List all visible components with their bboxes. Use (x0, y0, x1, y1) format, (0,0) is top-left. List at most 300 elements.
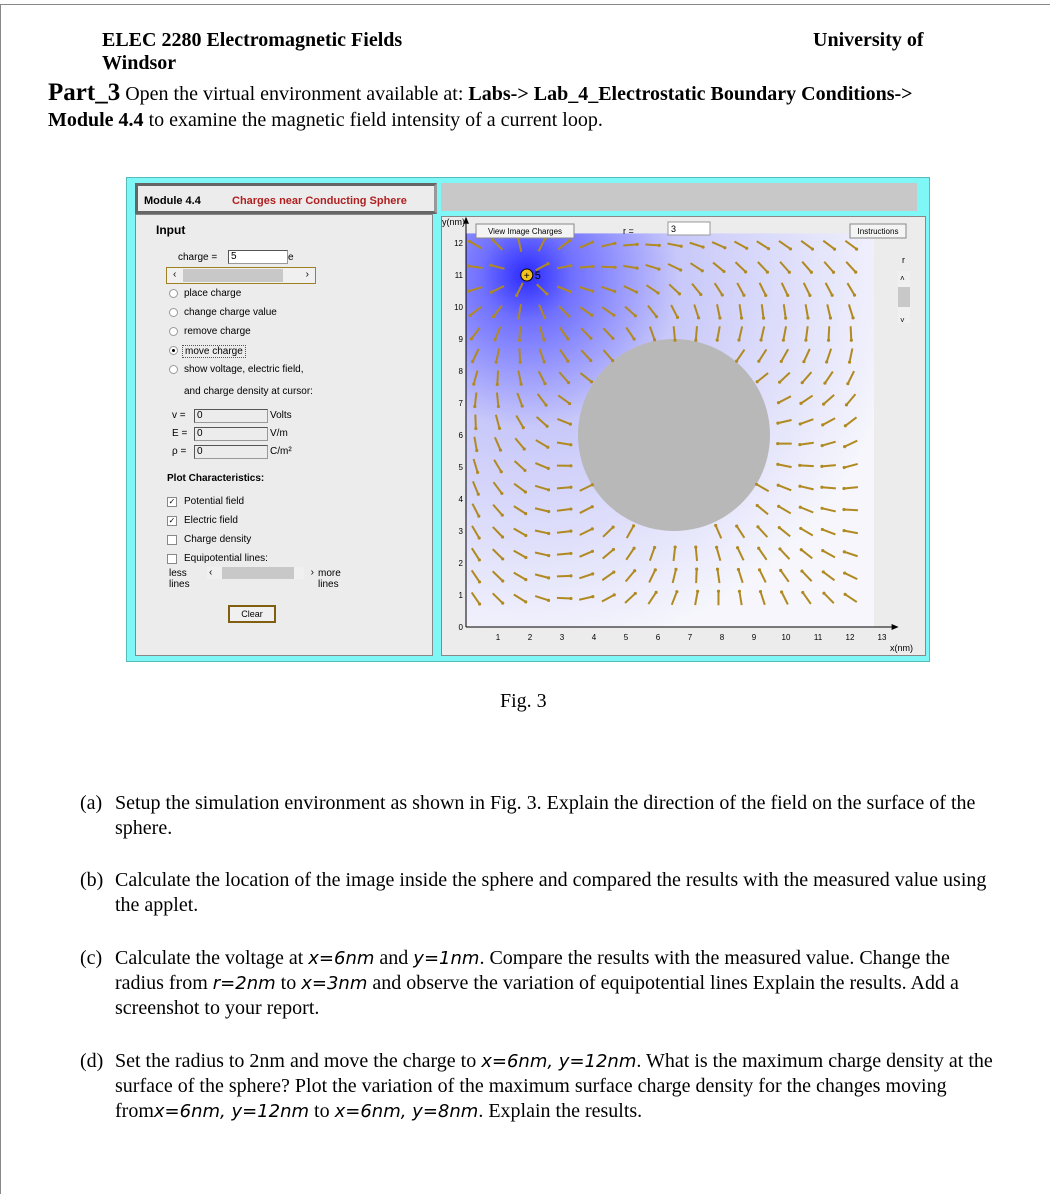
mode-continued: and charge density at cursor: (184, 386, 313, 397)
question-text: Setup the simulation environment as shown in Fig. 3. Explain the direction of the field on the surface of the sphere. (115, 792, 976, 839)
x-tick-label: 8 (719, 633, 725, 642)
field-arrow-head (696, 590, 699, 593)
page-border-left (0, 4, 1, 1194)
field-arrow-head (776, 422, 779, 425)
scroll-down-icon[interactable]: ˅ (900, 316, 905, 325)
field-arrow-head (821, 423, 824, 426)
field-arrow-head (490, 291, 493, 294)
radio-button[interactable] (169, 327, 178, 336)
field-arrow (829, 326, 830, 340)
field-arrow-head (776, 442, 779, 445)
field-arrow (822, 465, 836, 466)
checkbox[interactable]: ✓ (168, 516, 176, 525)
x-tick-label: 11 (813, 633, 823, 642)
more-lines-label: more lines (318, 568, 341, 590)
y-tick-label: 1 (458, 591, 463, 600)
field-arrow (557, 598, 571, 599)
readout-label: v = (172, 410, 186, 421)
field-arrow-head (569, 507, 572, 510)
field-arrow-head (679, 268, 682, 271)
field-arrow-head (716, 339, 719, 342)
field-arrow-head (566, 360, 569, 363)
question-a (80, 791, 1000, 841)
field-arrow-head (786, 294, 789, 297)
question-c (80, 946, 1000, 1021)
plus-icon: + (523, 271, 530, 282)
field-arrow-head (823, 382, 826, 385)
mode-option-label[interactable]: move charge (182, 345, 246, 358)
field-arrow-head (740, 316, 743, 319)
field-arrow-head (776, 463, 779, 466)
y-axis-label: y(nm) (442, 217, 465, 227)
charge-label: charge = (178, 252, 218, 263)
field-arrow-head (524, 534, 527, 537)
field-arrow-head (591, 572, 594, 575)
field-arrow-head (497, 405, 500, 408)
field-arrow-head (517, 316, 520, 319)
field-arrow-head (547, 599, 550, 602)
y-tick-label: 7 (458, 399, 463, 408)
field-arrow-head (843, 550, 846, 553)
field-arrow-head (654, 568, 657, 571)
field-arrow-head (493, 338, 496, 341)
view-image-charges-label[interactable]: View Image Charges (487, 227, 563, 236)
field-arrow-head (500, 470, 503, 473)
field-arrow-head (472, 383, 475, 386)
field-arrow-head (695, 568, 698, 571)
radio-button[interactable] (169, 365, 178, 374)
question-text: Calculate the location of the image inside the sphere and compared the results with the measured value using the applet. (115, 869, 987, 916)
intro-text: Open the virtual environment available at: (120, 83, 469, 105)
y-tick-label: 4 (458, 495, 463, 504)
field-arrow-head (567, 381, 570, 384)
field-arrow-head (744, 270, 747, 273)
intro-paragraph (48, 80, 948, 133)
field-arrow-head (634, 592, 637, 595)
field-arrow-head (675, 590, 678, 593)
question-d (80, 1049, 1000, 1124)
field-arrow-head (611, 359, 614, 362)
field-arrow-head (591, 527, 594, 530)
plot-option-label[interactable]: Electric field (184, 515, 238, 526)
question-label: (a) (80, 792, 103, 814)
field-arrow-head (676, 316, 679, 319)
field-arrow-head (501, 514, 504, 517)
field-arrow (851, 326, 852, 340)
field-arrow-head (810, 271, 813, 274)
radio-button[interactable] (169, 346, 178, 355)
field-arrow (696, 326, 697, 340)
field-arrow-head (777, 484, 780, 487)
top-gray-bar (441, 183, 917, 211)
x-axis-label: x(nm) (890, 643, 913, 653)
scroll-right-icon[interactable]: › (305, 269, 309, 280)
radio-button[interactable] (169, 308, 178, 317)
field-arrow (645, 245, 659, 246)
field-arrow-head (591, 505, 594, 508)
university-line1: University of (813, 29, 924, 51)
module-number: Module 4.4 (144, 195, 201, 207)
field-arrow-head (845, 403, 848, 406)
field-arrow-head (590, 380, 593, 383)
readout-field[interactable]: 0 (194, 445, 268, 459)
field-arrow-head (766, 271, 769, 274)
field-arrow-head (820, 507, 823, 510)
field-arrow-head (780, 590, 783, 593)
field-arrow-head (634, 314, 637, 317)
field-arrow-head (591, 241, 594, 244)
field-arrow-head (567, 314, 570, 317)
instructions-label[interactable]: Instructions (857, 227, 899, 236)
y-tick-label: 2 (458, 559, 463, 568)
y-tick-label: 0 (458, 623, 463, 632)
field-arrow-head (782, 339, 785, 342)
field-arrow-head (591, 483, 594, 486)
y-tick-label: 5 (458, 463, 463, 472)
field-arrow-head (657, 267, 660, 270)
field-arrow-head (543, 382, 546, 385)
field-arrow-head (501, 535, 504, 538)
field-arrow-head (591, 550, 594, 553)
field-arrow-head (798, 464, 801, 467)
mode-option-label[interactable]: place charge (184, 288, 242, 299)
radius-slider-label: r (902, 255, 905, 265)
field-arrow-head (501, 601, 504, 604)
field-arrow-head (547, 576, 550, 579)
y-tick-label: 3 (458, 527, 463, 536)
plot-option-label[interactable]: Potential field (184, 496, 245, 507)
readout-label: E = (172, 428, 188, 439)
field-arrow (557, 553, 571, 554)
field-arrow-head (547, 554, 550, 557)
scroll-right-icon[interactable]: › (310, 567, 314, 578)
field-arrow-head (853, 294, 856, 297)
plot-option-label[interactable]: Equipotential lines: (184, 553, 268, 564)
field-arrow-head (543, 360, 546, 363)
field-arrow-head (473, 405, 476, 408)
readout-unit: V/m (270, 428, 288, 439)
field-arrow-head (832, 271, 835, 274)
field-arrow-head (524, 512, 527, 515)
field-arrow-head (673, 339, 676, 342)
field-arrow-head (632, 524, 635, 527)
field-arrow (844, 487, 858, 488)
readout-unit: Volts (270, 410, 292, 421)
field-arrow-head (591, 595, 594, 598)
field-arrow-head (718, 316, 721, 319)
field-arrow-head (833, 248, 836, 251)
field-arrow-head (613, 593, 616, 596)
field-arrow-head (745, 247, 748, 250)
field-arrow-head (519, 361, 522, 364)
module-title: Charges near Conducting Sphere (232, 195, 407, 207)
charge-input[interactable]: 5 (228, 250, 288, 264)
field-arrow-head (778, 547, 781, 550)
field-arrow-head (855, 247, 858, 250)
field-arrow-head (544, 403, 547, 406)
readout-field[interactable]: 0 (194, 427, 268, 441)
field-arrow-head (477, 515, 480, 518)
field-arrow-head (589, 337, 592, 340)
field-arrow-head (471, 360, 474, 363)
field-arrow-head (524, 490, 527, 493)
field-arrow-head (613, 266, 616, 269)
field-arrow-head (674, 568, 677, 571)
field-arrow-head (759, 590, 762, 593)
field-arrow-head (717, 590, 720, 593)
field-arrow (623, 244, 637, 245)
field-arrow-head (566, 337, 569, 340)
field-arrow-head (475, 449, 478, 452)
field-arrow-head (756, 380, 759, 383)
radius-value[interactable]: 3 (671, 224, 677, 234)
y-tick-label: 10 (454, 303, 463, 312)
field-arrow-head (680, 245, 683, 248)
field-arrow-head (569, 530, 572, 533)
field-arrow-head (612, 525, 615, 528)
field-arrow-head (478, 580, 481, 583)
field-arrow-head (542, 338, 545, 341)
field-arrow-head (477, 493, 480, 496)
field-arrow-head (569, 423, 572, 426)
field-arrow-head (844, 424, 847, 427)
less-lines-label: less lines (169, 568, 190, 590)
field-arrow-head (844, 593, 847, 596)
field-arrow-head (569, 264, 572, 267)
x-axis-arrow-icon (892, 624, 899, 630)
field-arrow-head (737, 568, 740, 571)
field-arrow-head (723, 246, 726, 249)
charge-value-label: 5 (534, 270, 541, 282)
slider-thumb[interactable] (222, 567, 294, 579)
field-arrow-head (777, 401, 780, 404)
field-arrow-head (798, 485, 801, 488)
module-title-bar (135, 183, 437, 214)
field-arrow-head (613, 290, 616, 293)
field-arrow-head (520, 383, 523, 386)
field-arrow-head (820, 486, 823, 489)
field-arrow-head (851, 316, 854, 319)
question-label: (b) (80, 869, 104, 891)
slider-thumb[interactable] (898, 287, 910, 307)
field-arrow-head (854, 271, 857, 274)
checkbox[interactable] (167, 535, 177, 545)
field-arrow-head (701, 269, 704, 272)
radius-label: r = (623, 226, 634, 236)
field-arrow (579, 267, 593, 268)
field-arrow-head (756, 525, 759, 528)
question-label: (d) (80, 1050, 104, 1072)
checkbox[interactable] (167, 554, 177, 564)
plot-heading: Plot Characteristics: (167, 473, 265, 484)
field-arrow-head (822, 570, 825, 573)
field-arrow-head (737, 338, 740, 341)
field-arrow-head (632, 547, 635, 550)
field-arrow-head (843, 466, 846, 469)
field-arrow-head (545, 425, 548, 428)
university-line2: Windsor (102, 52, 177, 74)
field-arrow-head (801, 381, 804, 384)
x-tick-label: 10 (781, 633, 791, 642)
field-arrow-head (842, 487, 845, 490)
field-arrow-head (655, 591, 658, 594)
field-arrow-head (569, 597, 572, 600)
field-arrow-head (756, 504, 759, 507)
scroll-left-icon[interactable]: ‹ (173, 269, 177, 280)
readout-unit: C/m² (270, 446, 292, 457)
field-arrow (822, 487, 836, 488)
x-tick-label: 9 (751, 633, 757, 642)
field-arrow-head (547, 467, 550, 470)
field-arrow-head (799, 527, 802, 530)
field-arrow-head (468, 314, 471, 317)
x-tick-label: 7 (687, 633, 693, 642)
field-arrow-head (569, 574, 572, 577)
field-arrow-head (825, 360, 828, 363)
slider-thumb[interactable] (183, 269, 283, 282)
field-arrow-head (742, 294, 745, 297)
y-tick-label: 8 (458, 367, 463, 376)
field-arrow-head (780, 360, 783, 363)
field-arrow-head (759, 338, 762, 341)
field-arrow-head (612, 314, 615, 317)
field-arrow-head (767, 247, 770, 250)
field-arrow-head (468, 240, 471, 243)
applet-screenshot (126, 177, 930, 662)
charge-slider[interactable] (166, 267, 316, 284)
field-arrow-head (804, 339, 807, 342)
field-arrow-head (569, 443, 572, 446)
field-arrow-head (714, 524, 717, 527)
field-arrow-head (632, 337, 635, 340)
question-text: Calculate the voltage at x=6nm and y=1nm. Compare the results with the measured value. Change the radius from r=2nm to x=3nm and observe the variation of equipotential lines Explain the results. Add a screenshot to your report. (115, 947, 959, 1019)
field-arrow-head (735, 360, 738, 363)
radio-button[interactable] (169, 289, 178, 298)
question-text: Set the radius to 2nm and move the charge to x=6nm, y=12nm. What is the maximum charge density at the surface of the sphere? Plot the variation of the maximum surface charge density for the changes moving fromx=6nm, y=12nm to x=6nm, y=8nm. Explain the results. (115, 1050, 993, 1122)
field-arrow-head (757, 547, 760, 550)
field-arrow-head (801, 591, 804, 594)
field-arrow-head (674, 545, 677, 548)
field-arrow-head (762, 317, 765, 320)
field-arrow-head (811, 247, 814, 250)
field-arrow-head (501, 557, 504, 560)
x-tick-label: 6 (655, 633, 661, 642)
intro-path: Labs-> Lab_4_Electrostatic Boundary Conditions-> Module 4.4 (48, 83, 913, 131)
field-arrow-head (498, 427, 501, 430)
field-arrow-head (694, 545, 697, 548)
x-tick-label: 13 (877, 633, 887, 642)
field-arrow (519, 326, 520, 340)
field-arrow-head (755, 483, 758, 486)
field-arrow-head (757, 360, 760, 363)
field-arrow-head (788, 271, 791, 274)
intro-text-end: to examine the magnetic field intensity of a current loop. (143, 109, 603, 131)
field-arrow (674, 326, 675, 340)
field-arrow-head (611, 337, 614, 340)
readout-field[interactable]: 0 (194, 409, 268, 423)
field-arrow (800, 465, 814, 466)
field-arrow-head (569, 290, 572, 293)
field-arrow-head (470, 337, 473, 340)
field-arrow-head (738, 590, 741, 593)
field-arrow-head (523, 447, 526, 450)
field-arrow-head (636, 243, 639, 246)
field-arrow-head (778, 381, 781, 384)
field-arrow-head (808, 294, 811, 297)
page-border-top (0, 4, 1050, 5)
field-plot[interactable] (442, 217, 925, 655)
field-arrow-head (521, 404, 524, 407)
field-arrow-head (489, 264, 492, 267)
field-arrow (696, 547, 697, 561)
x-tick-label: 3 (559, 633, 565, 642)
conducting-sphere (578, 339, 770, 531)
x-tick-label: 5 (623, 633, 629, 642)
field-arrow-head (827, 339, 830, 342)
mode-option-label[interactable]: change charge value (184, 307, 277, 318)
field-arrow-head (591, 265, 594, 268)
checkbox[interactable]: ✓ (168, 497, 176, 506)
field-arrow-head (546, 446, 549, 449)
field-arrow-head (699, 293, 702, 296)
field-arrow-head (800, 548, 803, 551)
field-arrow-head (843, 571, 846, 574)
field-arrow-head (820, 465, 823, 468)
mode-option-label[interactable]: remove charge (184, 326, 251, 337)
field-arrow (557, 487, 571, 488)
field-arrow-head (467, 264, 470, 267)
charge-unit: e (288, 252, 294, 263)
field-arrow-head (722, 270, 725, 273)
field-arrow-head (545, 292, 548, 295)
field-arrow-head (715, 546, 718, 549)
field-arrow-head (822, 402, 825, 405)
field-arrow-head (655, 315, 658, 318)
field-arrow-head (491, 238, 494, 241)
field-arrow-head (478, 558, 481, 561)
field-arrow-head (478, 536, 481, 539)
plot-option-label[interactable]: Charge density (184, 534, 252, 545)
field-arrow-head (478, 602, 481, 605)
field-arrow-head (515, 294, 518, 297)
field-arrow-head (716, 568, 719, 571)
field-arrow-head (735, 525, 738, 528)
field-arrow-head (850, 339, 853, 342)
clear-button[interactable]: Clear (228, 605, 276, 623)
input-heading: Input (156, 223, 186, 237)
field-arrow-head (799, 402, 802, 405)
scroll-left-icon[interactable]: ‹ (209, 567, 213, 578)
field-arrow-head (524, 578, 527, 581)
field-arrow-head (843, 445, 846, 448)
field-arrow-head (500, 492, 503, 495)
field-arrow-head (798, 443, 801, 446)
field-arrow-head (568, 402, 571, 405)
lines-slider[interactable] (207, 567, 314, 579)
field-arrow-head (821, 444, 824, 447)
field-arrow (497, 370, 498, 384)
field-arrow-head (589, 359, 592, 362)
scroll-up-icon[interactable]: ˄ (900, 274, 905, 283)
field-arrow-head (569, 464, 572, 467)
mode-option-label[interactable]: show voltage, electric field, (184, 364, 304, 375)
field-arrow-head (524, 556, 527, 559)
field-arrow-head (547, 488, 550, 491)
field-arrow-head (800, 569, 803, 572)
x-tick-label: 2 (527, 633, 533, 642)
field-arrow-head (569, 552, 572, 555)
field-arrow-head (821, 528, 824, 531)
